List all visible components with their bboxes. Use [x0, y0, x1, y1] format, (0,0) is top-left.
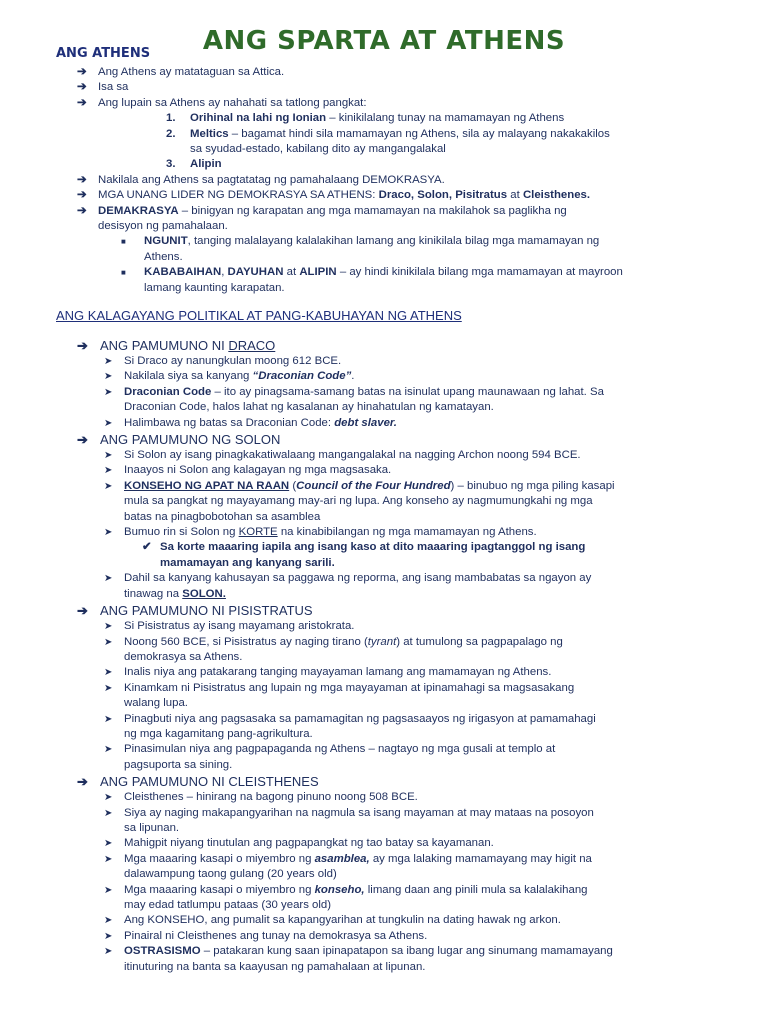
triangle-bullet-icon: ➤ [104, 853, 113, 865]
list-item-continuation: itinuturing na banta sa kaayusan ng pamahalaan at lipunan. [124, 960, 426, 973]
list-item: ➤ Cleisthenes – hinirang na bagong pinuno noong 508 BCE. [0, 790, 768, 805]
list-item-continuation: sa lipunan. [124, 821, 180, 834]
list-item: ➔ Isa sa [0, 80, 768, 95]
list-item: ➤ Kinamkam ni Pisistratus ang lupain ng mga mayayaman at ipinamahagi sa magsasakang [0, 681, 768, 696]
list-item-continuation: dalawampung taong gulang (20 years old) [124, 868, 337, 881]
list-item: ➤ Pinairal ni Cleisthenes ang tunay na demokrasya sa Athens. [0, 929, 768, 944]
list-item-continuation: mula sa pangkat ng mayayamang may-ari ng lupa. Ang konseho ay nagmumungkahi ng mga [124, 495, 593, 508]
check-item-continuation: mamamayan ang kanyang sarili. [160, 556, 335, 569]
list-item-continuation: walang lupa. [124, 697, 188, 710]
sub-list-item: ■ NGUNIT, tanging malalayang kalalakihan lamang ang kinikilala bilag mga mamamayan ng [0, 234, 768, 249]
list-item-continuation: demokrasya sa Athens. [124, 650, 243, 663]
page-title: ANG SPARTA AT ATHENS [202, 26, 566, 56]
checkmark-icon: ✔ [142, 541, 152, 554]
numbered-item-continuation: sa syudad-estado, kabilang dito ay mangangalakal [190, 143, 446, 156]
section-heading-athens: ANG ATHENS [56, 46, 151, 61]
list-item-continuation: tinawag na SOLON. [124, 587, 226, 600]
triangle-bullet-icon: ➤ [104, 450, 113, 462]
triangle-bullet-icon: ➤ [104, 807, 113, 819]
list-item: ➤ Mahigpit niyang tinutulan ang pagpapangkat ng tao batay sa kayamanan. [0, 836, 768, 851]
subheading-pisistratus: ➔ ANG PAMUMUNO NI PISISTRATUS [77, 603, 313, 619]
triangle-bullet-icon: ➤ [104, 682, 113, 694]
list-item: ➤ Si Draco ay nanungkulan moong 612 BCE. [0, 354, 768, 369]
triangle-bullet-icon: ➤ [104, 930, 113, 942]
triangle-bullet-icon: ➤ [104, 915, 113, 927]
list-item: ➤ Si Solon ay isang pinagkakatiwalaang mangangalakal na nagging Archon noong 594 BCE. [0, 448, 768, 463]
triangle-bullet-icon: ➤ [104, 356, 113, 367]
arrow-right-icon: ➔ [77, 774, 88, 790]
list-item: ➔ Ang Athens ay matataguan sa Attica. [0, 65, 768, 80]
triangle-bullet-icon: ➤ [104, 386, 113, 398]
triangle-bullet-icon: ➤ [104, 417, 113, 429]
arrow-right-icon: ➔ [77, 96, 87, 109]
list-item: ➤ Siya ay naging makapangyarihan na nagmula sa isang mayaman at may mataas na posoyon [0, 806, 768, 821]
leaders-section [0, 337, 768, 975]
numbered-item: 1. Orihinal na lahi ng Ionian – kinikilalang tunay na mamamayan ng Athens [166, 112, 565, 125]
triangle-bullet-icon: ➤ [104, 636, 113, 648]
list-item-continuation: pagsuporta sa sining. [124, 758, 233, 771]
triangle-bullet-icon: ➤ [104, 480, 113, 492]
list-item: ➔ Nakilala ang Athens sa pagtatatag ng pamahalaang DEMOKRASYA. [0, 173, 768, 188]
check-item: ✔ Sa korte maaaring iapila ang isang kaso at dito maaaring ipagtanggol ng isang [0, 540, 768, 555]
arrow-right-icon: ➔ [77, 66, 87, 78]
list-item: ➤ Draconian Code – ito ay pinagsama-samang batas na isinulat upang maunawaan ng lahat. Sa [0, 385, 768, 400]
numbered-item: 3. Alipin [166, 158, 222, 171]
arrow-right-icon: ➔ [77, 432, 88, 448]
list-item: ➔ DEMAKRASYA – binigyan ng karapatan ang mga mamamayan na makilahok sa paglikha ng [0, 204, 768, 219]
arrow-right-icon: ➔ [77, 173, 87, 186]
sub-list-item-continuation: Athens. [144, 250, 183, 263]
triangle-bullet-icon: ➤ [104, 573, 113, 585]
list-item: ➤ OSTRASISMO – patakaran kung saan ipinapatapon sa ibang lugar ang sinumang mamamayang [0, 944, 768, 959]
list-item: ➤ Mga maaaring kasapi o miyembro ng asamblea, ay mga lalaking mamamayang may higit na [0, 852, 768, 867]
triangle-bullet-icon: ➤ [104, 946, 113, 958]
sub-list-item: ■ KABABAIHAN, DAYUHAN at ALIPIN – ay hindi kinikilala bilang mga mamamayan at mayroon [0, 265, 768, 280]
arrow-right-icon: ➔ [77, 603, 88, 619]
list-item-continuation: ng mga kagamitang pang-agrikultura. [124, 727, 313, 740]
arrow-right-icon: ➔ [77, 204, 87, 217]
list-item: ➤ Ang KONSEHO, ang pumalit sa kapangyarihan at tungkulin na dating hawak ng arkon. [0, 913, 768, 928]
square-bullet-icon: ■ [121, 268, 126, 278]
list-item: ➤ Si Pisistratus ay isang mayamang aristokrata. [0, 619, 768, 634]
list-item-continuation: Draconian Code, halos lahat ng kasalanan ay hinahatulan ng kamatayan. [124, 401, 494, 414]
subheading-draco: ➔ ANG PAMUMUNO NI DRACO [77, 338, 276, 353]
list-item: ➤ Inalis niya ang patakarang tanging mayayaman lamang ang mamamayan ng Athens. [0, 665, 768, 680]
triangle-bullet-icon: ➤ [104, 713, 113, 725]
triangle-bullet-icon: ➤ [104, 884, 113, 896]
triangle-bullet-icon: ➤ [104, 527, 113, 539]
list-item: ➤ Pinasimulan niya ang pagpapaganda ng Athens – nagtayo ng mga gusali at templo at [0, 742, 768, 757]
arrow-right-icon: ➔ [77, 189, 87, 202]
list-item-continuation: desisyon ng pamahalaan. [98, 220, 228, 233]
list-item: ➤ Inaayos ni Solon ang kalagayan ng mga magsasaka. [0, 463, 768, 478]
list-item: ➤ Dahil sa kanyang kahusayan sa paggawa ng reporma, ang isang mambabatas sa ngayon ay [0, 571, 768, 586]
arrow-right-icon: ➔ [77, 338, 88, 353]
list-item: ➤ Bumuo rin si Solon ng KORTE na kinabibilangan ng mga mamamayan ng Athens. [0, 525, 768, 540]
triangle-bullet-icon: ➤ [104, 744, 113, 756]
list-item: ➤ Halimbawa ng batas sa Draconian Code: debt slaver. [0, 416, 768, 431]
triangle-bullet-icon: ➤ [104, 465, 113, 477]
list-item: ➔ Ang lupain sa Athens ay nahahati sa tatlong pangkat: [0, 96, 768, 111]
triangle-bullet-icon: ➤ [104, 621, 113, 633]
arrow-right-icon: ➔ [77, 81, 87, 94]
list-item: ➤ Nakilala siya sa kanyang “Draconian Code”. [0, 369, 768, 384]
list-item: ➔ MGA UNANG LIDER NG DEMOKRASYA SA ATHENS: Draco, Solon, Pisitratus at Cleisthenes. [0, 188, 768, 203]
triangle-bullet-icon: ➤ [104, 371, 113, 383]
list-item-continuation: batas na pinagbobotohan sa asamblea [124, 510, 321, 523]
section-heading-political: ANG KALAGAYANG POLITIKAL AT PANG-KABUHAYAN NG ATHENS [56, 308, 462, 323]
subheading-solon: ➔ ANG PAMUMUNO NG SOLON [77, 432, 281, 448]
athens-intro [0, 65, 768, 296]
square-bullet-icon: ■ [121, 237, 126, 247]
list-item-continuation: may edad tatlumpu pataas (30 years old) [124, 899, 332, 911]
sub-list-item-continuation: lamang kaunting karapatan. [144, 281, 285, 294]
list-item: ➤ Noong 560 BCE, si Pisistratus ay naging tirano (tyrant) at tumulong sa pagpapalago ng [0, 635, 768, 650]
triangle-bullet-icon: ➤ [104, 667, 113, 679]
numbered-item: 2. Meltics – bagamat hindi sila mamamayan ng Athens, sila ay malayang nakakakilos [166, 127, 610, 140]
list-item: ➤ Mga maaaring kasapi o miyembro ng konseho, limang daan ang pinili mula sa kalalakihang [0, 883, 768, 898]
list-item: ➤ Pinagbuti niya ang pagsasaka sa pamamagitan ng pagsasaayos ng irigasyon at pamamahagi [0, 712, 768, 727]
subheading-cleisthenes: ➔ ANG PAMUMUNO NI CLEISTHENES [77, 774, 319, 790]
triangle-bullet-icon: ➤ [104, 792, 113, 804]
list-item: ➤ KONSEHO NG APAT NA RAAN (Council of the Four Hundred) – binubuo ng mga piling kasapi [0, 479, 768, 494]
triangle-bullet-icon: ➤ [104, 838, 113, 850]
